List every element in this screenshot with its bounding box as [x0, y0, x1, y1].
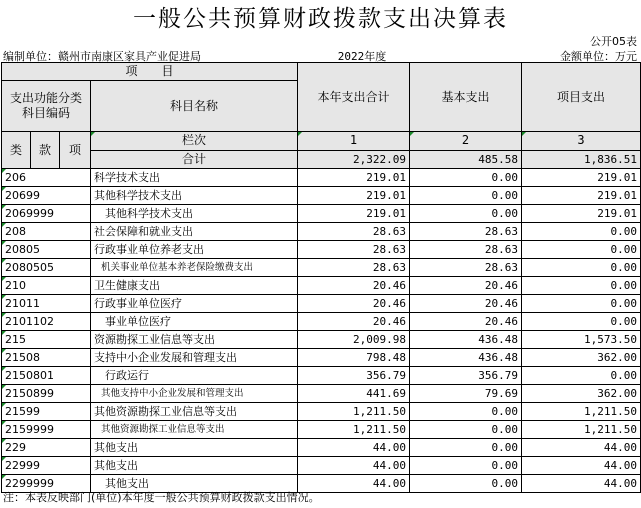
table-row — [2, 349, 641, 367]
reporting-unit: 编制单位：赣州市南康区家具产业促进局 — [3, 50, 201, 63]
row-total: 20.46 — [298, 295, 410, 313]
table-row — [2, 367, 641, 385]
total-basic: 485.58 — [410, 150, 522, 169]
header-total-col: 本年支出合计 — [298, 63, 410, 132]
row-project: 0.00 — [522, 295, 641, 313]
row-basic: 0.00 — [410, 457, 522, 475]
row-project: 44.00 — [522, 457, 641, 475]
row-basic: 436.48 — [410, 331, 522, 349]
table-row — [2, 187, 641, 205]
row-code: 208 — [2, 223, 91, 241]
row-basic: 0.00 — [410, 475, 522, 493]
row-project: 0.00 — [522, 223, 641, 241]
header-code-title — [2, 81, 91, 132]
row-basic: 356.79 — [410, 367, 522, 385]
row-project: 219.01 — [522, 205, 641, 223]
table-row — [2, 331, 641, 349]
row-basic: 79.69 — [410, 385, 522, 403]
row-total: 219.01 — [298, 205, 410, 223]
row-total: 44.00 — [298, 457, 410, 475]
row-total: 1,211.50 — [298, 403, 410, 421]
row-subject-name: 支持中小企业发展和管理支出 — [91, 349, 298, 367]
row-subject-name: 行政运行 — [91, 367, 298, 385]
row-project: 44.00 — [522, 439, 641, 457]
row-code: 21599 — [2, 403, 91, 421]
header-col2: 2 — [410, 132, 522, 151]
row-code: 21011 — [2, 295, 91, 313]
header-subject-name: 科目名称 — [91, 81, 298, 132]
table-row — [2, 259, 641, 277]
row-total: 20.46 — [298, 277, 410, 295]
row-total: 28.63 — [298, 223, 410, 241]
money-unit: 金额单位：万元 — [560, 50, 637, 63]
row-code: 210 — [2, 277, 91, 295]
total-row — [2, 150, 641, 169]
row-code: 2101102 — [2, 313, 91, 331]
row-code: 215 — [2, 331, 91, 349]
row-subject-name: 卫生健康支出 — [91, 277, 298, 295]
row-basic: 436.48 — [410, 349, 522, 367]
row-code: 20805 — [2, 241, 91, 259]
expenditure-table — [1, 62, 641, 493]
row-basic: 0.00 — [410, 187, 522, 205]
header-project-col: 项目支出 — [522, 63, 641, 132]
row-subject-name: 其他支出 — [91, 475, 298, 493]
row-basic: 28.63 — [410, 223, 522, 241]
row-total: 219.01 — [298, 169, 410, 187]
row-basic: 20.46 — [410, 313, 522, 331]
row-subject-name: 其他科学技术支出 — [91, 187, 298, 205]
header-lanci: 栏次 — [91, 132, 298, 151]
row-code: 2150899 — [2, 385, 91, 403]
row-code: 21508 — [2, 349, 91, 367]
row-code: 206 — [2, 169, 91, 187]
row-basic: 20.46 — [410, 295, 522, 313]
row-subject-name: 行政事业单位医疗 — [91, 295, 298, 313]
header-basic-col: 基本支出 — [410, 63, 522, 132]
row-project: 0.00 — [522, 241, 641, 259]
header-row-lanci — [2, 132, 641, 151]
row-subject-name: 其他支出 — [91, 457, 298, 475]
row-project: 362.00 — [522, 385, 641, 403]
row-total: 1,211.50 — [298, 421, 410, 439]
row-total: 28.63 — [298, 259, 410, 277]
report-title: 一般公共预算财政拨款支出决算表 — [133, 6, 508, 32]
row-total: 2,009.98 — [298, 331, 410, 349]
table-row — [2, 457, 641, 475]
row-total: 44.00 — [298, 475, 410, 493]
row-project: 0.00 — [522, 259, 641, 277]
row-project: 219.01 — [522, 169, 641, 187]
header-col1: 1 — [298, 132, 410, 151]
header-row-item — [2, 63, 641, 81]
row-code: 2299999 — [2, 475, 91, 493]
row-project: 0.00 — [522, 313, 641, 331]
table-row — [2, 295, 641, 313]
row-project: 1,211.50 — [522, 421, 641, 439]
row-project: 0.00 — [522, 367, 641, 385]
table-row — [2, 205, 641, 223]
row-subject-name: 其他科学技术支出 — [91, 205, 298, 223]
row-code: 229 — [2, 439, 91, 457]
header-col3: 3 — [522, 132, 641, 151]
row-total: 356.79 — [298, 367, 410, 385]
table-row — [2, 421, 641, 439]
row-basic: 0.00 — [410, 439, 522, 457]
row-project: 219.01 — [522, 187, 641, 205]
row-code: 2080505 — [2, 259, 91, 277]
header-code-title-line1: 支出功能分类 — [9, 91, 82, 105]
row-basic: 20.46 — [410, 277, 522, 295]
row-basic: 0.00 — [410, 169, 522, 187]
row-project: 44.00 — [522, 475, 641, 493]
total-label: 合计 — [91, 150, 298, 169]
row-project: 1,211.50 — [522, 403, 641, 421]
footnote: 注：本表反映部门(单位)本年度一般公共预算财政拨款支出情况。 — [3, 491, 320, 504]
row-total: 441.69 — [298, 385, 410, 403]
header-lei: 类 — [2, 132, 31, 169]
row-subject-name: 机关事业单位基本养老保险缴费支出 — [91, 259, 298, 277]
header-code-title-line2: 科目编码 — [21, 106, 70, 120]
row-basic: 28.63 — [410, 241, 522, 259]
row-code: 2159999 — [2, 421, 91, 439]
row-basic: 0.00 — [410, 205, 522, 223]
row-subject-name: 事业单位医疗 — [91, 313, 298, 331]
total-project: 1,836.51 — [522, 150, 641, 169]
row-subject-name: 其他资源勘探工业信息等支出 — [91, 403, 298, 421]
row-code: 20699 — [2, 187, 91, 205]
row-subject-name: 其他资源勘探工业信息等支出 — [91, 421, 298, 439]
row-basic: 0.00 — [410, 403, 522, 421]
row-code: 22999 — [2, 457, 91, 475]
table-row — [2, 385, 641, 403]
row-subject-name: 行政事业单位养老支出 — [91, 241, 298, 259]
row-subject-name: 其他支出 — [91, 439, 298, 457]
header-item: 项 目 — [2, 63, 298, 81]
row-total: 219.01 — [298, 187, 410, 205]
row-basic: 0.00 — [410, 421, 522, 439]
row-total: 44.00 — [298, 439, 410, 457]
header-xiang: 项 — [60, 132, 91, 169]
table-row — [2, 241, 641, 259]
row-total: 20.46 — [298, 313, 410, 331]
row-project: 362.00 — [522, 349, 641, 367]
row-subject-name: 资源勘探工业信息等支出 — [91, 331, 298, 349]
row-code: 2150801 — [2, 367, 91, 385]
row-total: 798.48 — [298, 349, 410, 367]
table-row — [2, 277, 641, 295]
row-total: 28.63 — [298, 241, 410, 259]
row-subject-name: 其他支持中小企业发展和管理支出 — [91, 385, 298, 403]
total-amount: 2,322.09 — [298, 150, 410, 169]
table-row — [2, 169, 641, 187]
row-basic: 28.63 — [410, 259, 522, 277]
row-subject-name: 科学技术支出 — [91, 169, 298, 187]
row-project: 0.00 — [522, 277, 641, 295]
row-project: 1,573.50 — [522, 331, 641, 349]
fiscal-year: 2022年度 — [337, 50, 387, 63]
row-code: 2069999 — [2, 205, 91, 223]
header-kuan: 款 — [31, 132, 60, 169]
table-row — [2, 439, 641, 457]
table-row — [2, 313, 641, 331]
table-row — [2, 403, 641, 421]
form-number: 公开05表 — [590, 35, 637, 48]
table-row — [2, 223, 641, 241]
row-subject-name: 社会保障和就业支出 — [91, 223, 298, 241]
